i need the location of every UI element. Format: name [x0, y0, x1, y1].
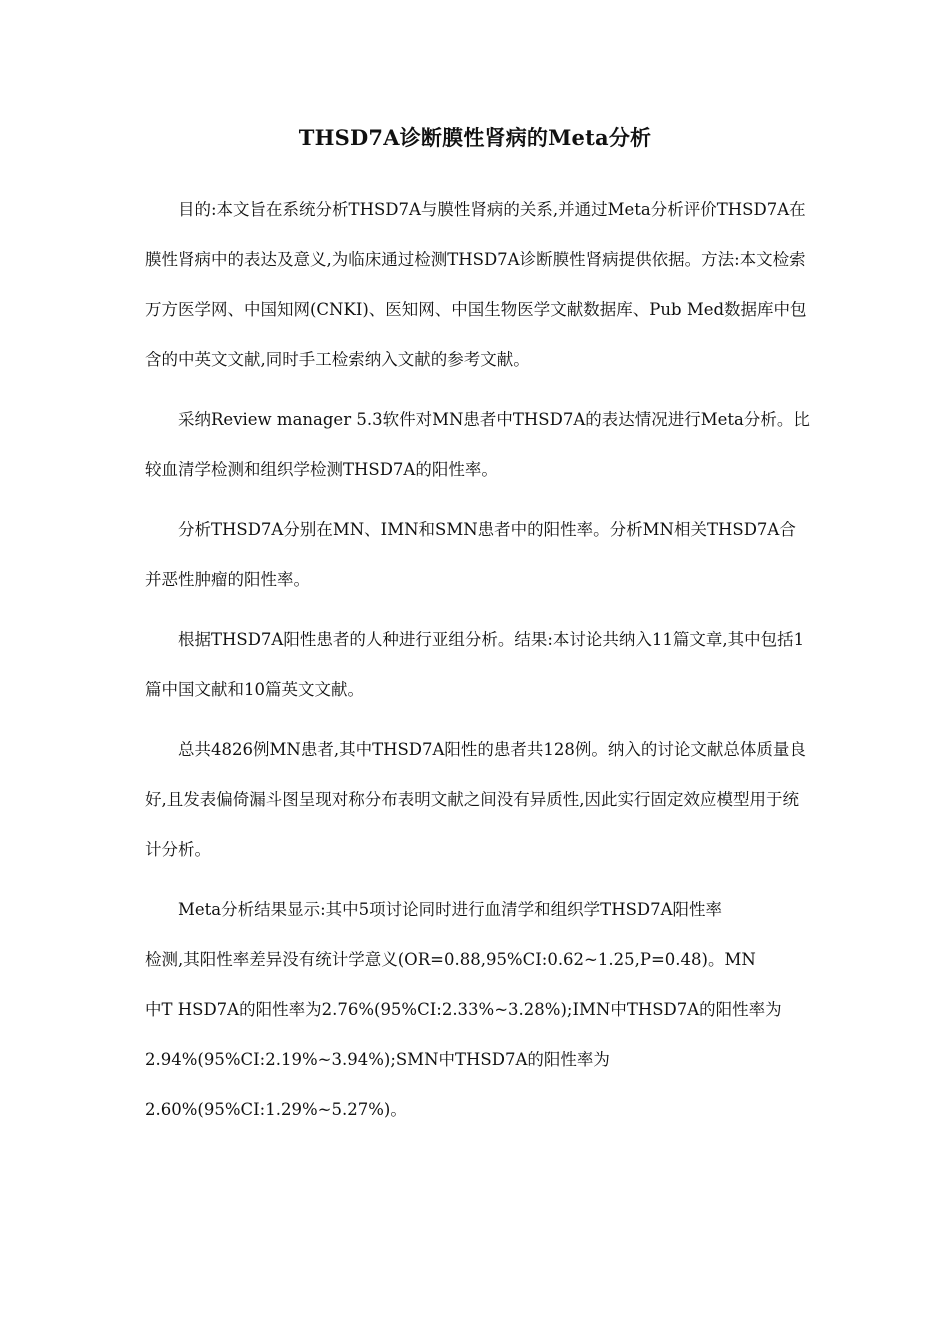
paragraph-software: 采纳Review manager 5.3软件对MN患者中THSD7A的表达情况进行Meta分析。比较血清学检测和组织学检测THSD7A的阳性率。: [145, 410, 810, 479]
meta-results-line-2: 检测,其阳性率差异没有统计学意义(OR=0.88,95%CI:0.62~1.25,P=0.48)。MN: [145, 950, 756, 969]
meta-results-line-5: 2.60%(95%CI:1.29%~5.27%)。: [145, 1100, 407, 1119]
document-title: THSD7A诊断膜性肾病的Meta分析: [298, 125, 652, 150]
paragraph-positive-rate: 分析THSD7A分别在MN、IMN和SMN患者中的阳性率。分析MN相关THSD7A合并恶性肿瘤的阳性率。: [145, 520, 796, 589]
document-body: [145, 185, 810, 1145]
paragraph-objective-methods: 目的:本文旨在系统分析THSD7A与膜性肾病的关系,并通过Meta分析评价THSD7A在膜性肾病中的表达及意义,为临床通过检测THSD7A诊断膜性肾病提供依据。方法:本文检索万方医学网、中国知网(CNKI)、医知网、中国生物医学文献数据库、Pub Med数据库中包含的中英文文献,同时手工检索纳入文献的参考文献。: [145, 200, 807, 369]
meta-results-line-3: 中T HSD7A的阳性率为2.76%(95%CI:2.33%~3.28%);IMN中THSD7A的阳性率为: [145, 1000, 782, 1019]
paragraph-subgroup-results: 根据THSD7A阳性患者的人种进行亚组分析。结果:本讨论共纳入11篇文章,其中包括1篇中国文献和10篇英文文献。: [145, 630, 805, 699]
meta-results-line-1: Meta分析结果显示:其中5项讨论同时进行血清学和组织学THSD7A阳性率: [178, 900, 723, 919]
paragraph-meta-results: [145, 885, 810, 1135]
paragraph-patients-quality: 总共4826例MN患者,其中THSD7A阳性的患者共128例。纳入的讨论文献总体质量良好,且发表偏倚漏斗图呈现对称分布表明文献之间没有异质性,因此实行固定效应模型用于统计分析。: [145, 740, 806, 859]
meta-results-line-4: 2.94%(95%CI:2.19%~3.94%);SMN中THSD7A的阳性率为: [145, 1050, 610, 1069]
